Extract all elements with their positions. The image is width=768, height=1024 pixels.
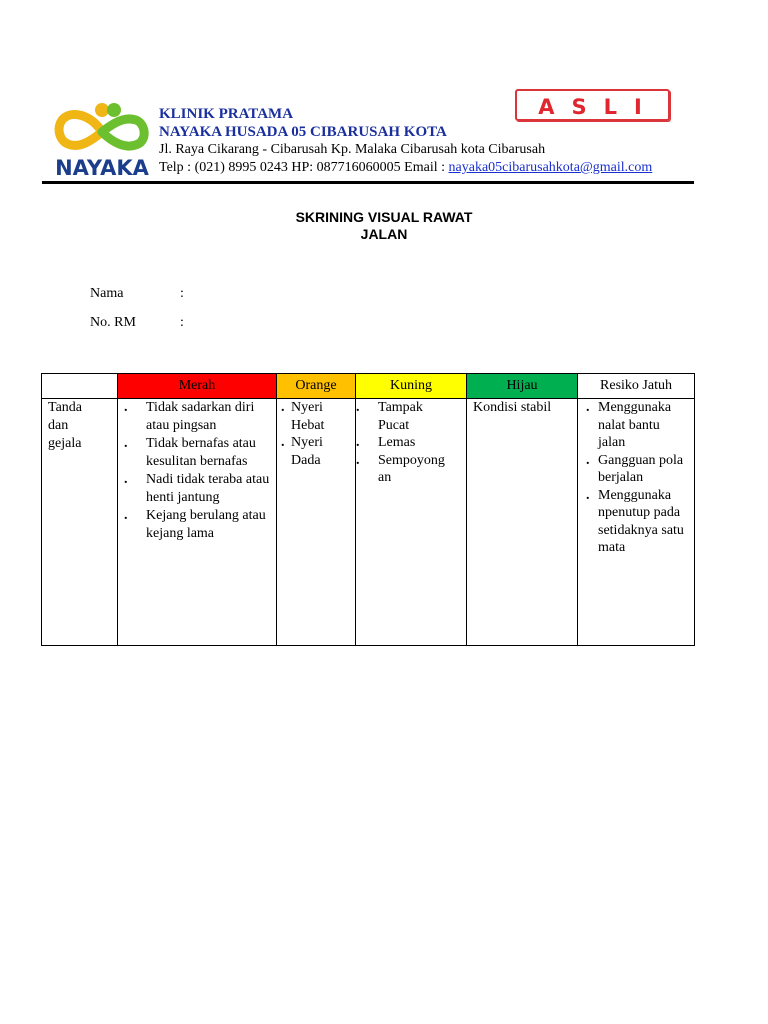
header-resiko-jatuh: Resiko Jatuh [578, 374, 695, 399]
list-item [118, 435, 276, 470]
kuning-item-text: Lemas [378, 435, 416, 450]
document-title [270, 209, 498, 243]
bullet-dot: . [356, 435, 360, 450]
list-item [356, 452, 454, 487]
list-item [578, 487, 684, 557]
bullet-dot: . [356, 452, 360, 468]
logo-wordmark: NAYAKA [55, 156, 149, 180]
title-line1: SKRINING VISUAL RAWAT [295, 209, 473, 225]
orange-cell [277, 399, 356, 646]
header-hijau: Hijau [467, 374, 578, 399]
infinity-logo-icon [52, 100, 152, 160]
list-item [277, 434, 337, 469]
bullet-dot: . [586, 452, 590, 468]
merah-list [118, 399, 276, 542]
bullet-dot: . [356, 400, 360, 415]
merah-cell [118, 399, 277, 646]
row-label-cell [42, 399, 118, 646]
header-kuning: Kuning [356, 374, 467, 399]
header-merah: Merah [118, 374, 277, 399]
list-item [118, 471, 276, 506]
contact-text: Telp : (021) 8995 0243 HP: 087716060005 Email : [159, 160, 449, 175]
resiko-item-text: Menggunaka nalat bantu jalan [598, 400, 672, 450]
table-row [42, 399, 695, 646]
merah-item-text: Tidak bernafas atau kesulitan bernafas [146, 436, 256, 469]
screening-table [41, 373, 695, 646]
clinic-name-line1: KLINIK PRATAMA [159, 106, 294, 122]
bullet-dot: . [124, 508, 128, 523]
kuning-item-text: Tampak Pucat [378, 400, 423, 433]
title-line2: JALAN [360, 226, 408, 242]
clinic-contact [159, 160, 652, 176]
list-item [118, 399, 276, 434]
list-item [277, 399, 337, 434]
hijau-text: Kondisi stabil [473, 400, 552, 415]
header-orange: Orange [277, 374, 356, 399]
list-item [118, 507, 276, 542]
kuning-list [356, 399, 466, 487]
asli-stamp: ASLI [515, 89, 670, 121]
bullet-dot: . [586, 487, 590, 503]
resiko-list [578, 399, 694, 557]
bullet-dot: . [586, 400, 590, 415]
bullet-dot: . [124, 436, 128, 451]
field-label-norm: No. RM [90, 315, 136, 330]
header-divider [42, 181, 694, 184]
merah-item-text: Tidak sadarkan diri atau pingsan [146, 400, 255, 433]
resiko-item-text: Menggunaka npenutup pada setidaknya satu mata [598, 487, 684, 555]
field-colon-nama: : [180, 286, 184, 301]
orange-item-text: Nyeri Hebat [291, 400, 325, 433]
email-link[interactable]: nayaka05cibarusahkota@gmail.com [448, 160, 653, 175]
field-label-nama: Nama [90, 286, 124, 301]
clinic-address: Jl. Raya Cikarang - Cibarusah Kp. Malaka Cibarusah kota Cibarusah [159, 142, 546, 157]
resiko-item-text: Gangguan pola berjalan [598, 452, 684, 485]
row-label: Tanda dan gejala [48, 400, 83, 451]
list-item [578, 399, 684, 452]
orange-list [277, 399, 355, 469]
kuning-cell [356, 399, 467, 646]
resiko-cell [578, 399, 695, 646]
bullet-dot: . [124, 472, 128, 487]
merah-item-text: Nadi tidak teraba atau henti jantung [146, 472, 270, 505]
field-colon-norm: : [180, 315, 184, 330]
orange-item-text: Nyeri Dada [291, 435, 323, 468]
merah-item-text: Kejang berulang atau kejang lama [146, 508, 266, 541]
list-item [356, 434, 466, 452]
header-empty [42, 374, 118, 399]
list-item [578, 452, 684, 487]
kuning-item-text: Sempoyong an [378, 452, 445, 485]
hijau-cell [467, 399, 578, 646]
bullet-dot: . [281, 435, 285, 450]
clinic-name-line2: NAYAKA HUSADA 05 CIBARUSAH KOTA [159, 124, 447, 140]
nayaka-logo [52, 100, 152, 182]
bullet-dot: . [124, 400, 128, 415]
list-item [356, 399, 434, 434]
bullet-dot: . [281, 400, 285, 415]
table-header-row [42, 374, 695, 399]
